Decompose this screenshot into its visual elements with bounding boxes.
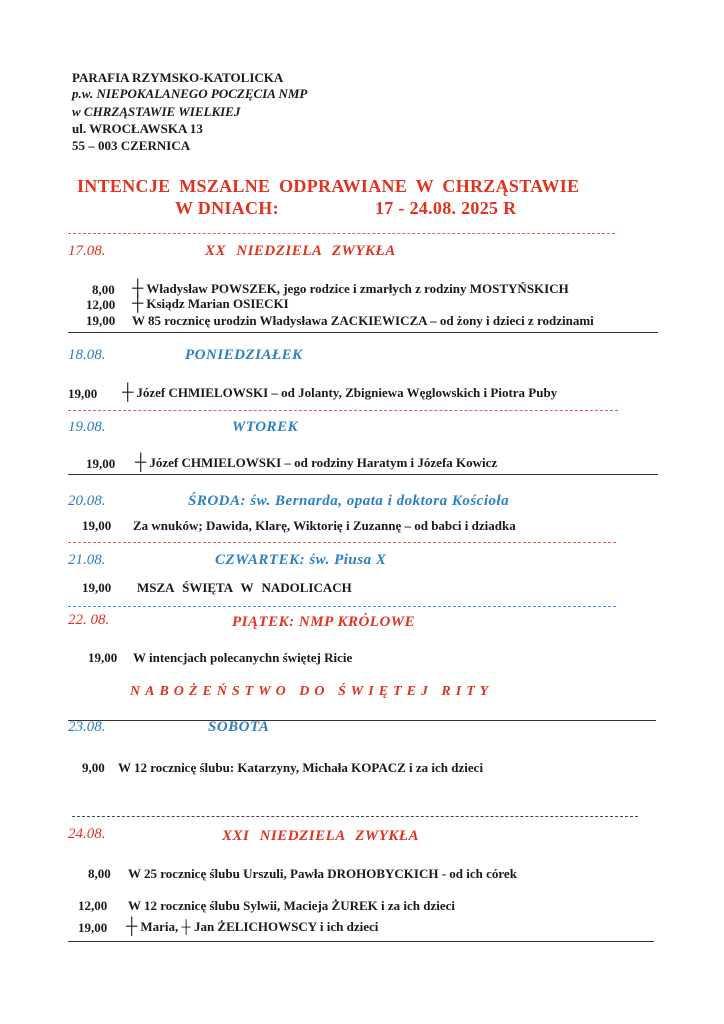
- day-date: 18.08.: [68, 347, 106, 363]
- mass-intention: W 85 rocznicę urodzin Władysława ZACKIEWICZA – od żony i dzieci z rodzinami: [132, 313, 594, 328]
- day-date: 17.08.: [68, 243, 106, 259]
- section-divider: [68, 606, 616, 607]
- section-divider: [68, 542, 616, 543]
- section-divider: [68, 474, 658, 475]
- mass-time: 12,00: [78, 898, 108, 913]
- cross-icon: ┼: [126, 918, 138, 935]
- section-divider: [72, 816, 638, 817]
- mass-time: 19,00: [68, 386, 98, 401]
- mass-time: 9,00: [82, 760, 105, 775]
- mass-intention: W intencjach polecanychn świętej Ricie: [133, 650, 353, 665]
- day-name: PIĄTEK: NMP KRÓLOWE: [232, 614, 416, 630]
- mass-intention: W 12 rocznicę ślubu: Katarzyny, Michała KOPACZ i za ich dzieci: [118, 760, 484, 775]
- mass-time: 19,00: [82, 518, 112, 533]
- document-title-dates: 17 - 24.08. 2025 R: [375, 198, 517, 218]
- cross-icon: ┼: [135, 454, 147, 471]
- mass-intention: MSZA ŚWIĘTA W NADOLICACH: [137, 580, 352, 595]
- parish-postcode: 55 – 003 CZERNICA: [72, 138, 191, 153]
- mass-time: 19,00: [86, 456, 116, 471]
- mass-intention: ┼ Władysław POWSZEK, jego rodzice i zmarłych z rodziny MOSTYŃSKICH: [132, 280, 569, 297]
- section-divider: [68, 720, 656, 721]
- section-divider: [68, 332, 658, 333]
- mass-intention: ┼ Maria, ┼ Jan ŻELICHOWSCY i ich dzieci: [126, 918, 379, 935]
- cross-icon: ┼: [122, 384, 134, 401]
- cross-icon: ┼: [132, 295, 144, 312]
- mass-intention: Za wnuków; Dawida, Klarę, Wiktorię i Zuzannę – od babci i dziadka: [133, 518, 516, 533]
- mass-time: 12,00: [86, 297, 116, 312]
- title-divider: [68, 233, 615, 234]
- day-name: CZWARTEK: św. Piusa X: [215, 552, 387, 568]
- mass-time: 19,00: [82, 580, 112, 595]
- mass-intention: ┼ Józef CHMIELOWSKI – od rodziny Haratym i Józefa Kowicz: [135, 454, 498, 471]
- section-divider: [68, 410, 618, 411]
- devotion-note: NABOŻEŃSTWO DO ŚWIĘTEJ RITY: [130, 684, 494, 699]
- section-divider: [68, 941, 654, 942]
- day-date: 20.08.: [68, 493, 106, 509]
- mass-intention: W 12 rocznicę ślubu Sylwii, Macieja ŻUREK i za ich dzieci: [128, 898, 456, 913]
- parish-location: w CHRZĄSTAWIE WIELKIEJ: [72, 104, 241, 119]
- day-date: 21.08.: [68, 552, 106, 568]
- mass-intention: ┼ Ksiądz Marian OSIECKI: [132, 295, 289, 312]
- parish-dedication: p.w. NIEPOKALANEGO POCZĘCIA NMP: [72, 86, 308, 101]
- parish-street: ul. WROCŁAWSKA 13: [72, 121, 203, 136]
- day-date: 22. 08.: [68, 612, 110, 628]
- cross-icon: ┼: [132, 280, 144, 297]
- parish-name: PARAFIA RZYMSKO-KATOLICKA: [72, 70, 284, 85]
- day-date: 23.08.: [68, 719, 106, 735]
- mass-time: 8,00: [88, 866, 111, 881]
- mass-intention: W 25 rocznicę ślubu Urszuli, Pawła DROHOBYCKICH - od ich córek: [128, 866, 517, 881]
- document-title-dates-label: W DNIACH:: [175, 198, 279, 218]
- day-name: XXI NIEDZIELA ZWYKŁA: [222, 828, 420, 844]
- document-title: INTENCJE MSZALNE ODPRAWIANE W CHRZĄSTAWIE: [77, 176, 580, 196]
- day-date: 24.08.: [68, 826, 106, 842]
- mass-time: 8,00: [92, 282, 115, 297]
- mass-time: 19,00: [78, 920, 108, 935]
- day-date: 19.08.: [68, 419, 106, 435]
- day-name: WTOREK: [232, 419, 299, 435]
- day-name: ŚRODA: św. Bernarda, opata i doktora Kościoła: [188, 493, 510, 509]
- mass-time: 19,00: [88, 650, 118, 665]
- mass-intention: ┼ Józef CHMIELOWSKI – od Jolanty, Zbigniewa Węglowskich i Piotra Puby: [122, 384, 558, 401]
- day-name: SOBOTA: [208, 719, 270, 735]
- day-name: PONIEDZIAŁEK: [185, 347, 303, 363]
- day-name: XX NIEDZIELA ZWYKŁA: [205, 243, 396, 259]
- mass-time: 19,00: [86, 313, 116, 328]
